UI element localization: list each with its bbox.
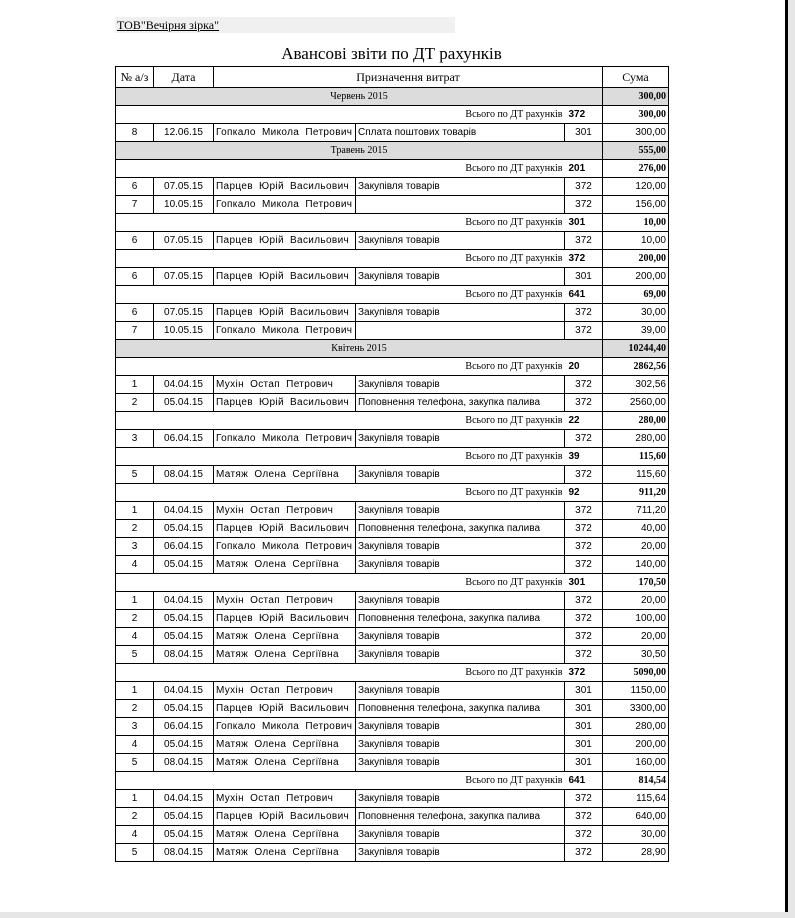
expense-purpose <box>356 196 565 214</box>
amount: 711,20 <box>603 502 669 520</box>
report-date: 06.04.15 <box>154 430 214 448</box>
table-row <box>116 592 669 610</box>
account-total: 2862,56 <box>603 358 669 376</box>
report-date: 04.04.15 <box>154 790 214 808</box>
employee-name: Мухін Остап Петрович <box>214 682 356 700</box>
account-code: 20 <box>565 358 603 376</box>
expense-purpose: Закупівля товарів <box>356 268 565 286</box>
report-number: 7 <box>116 196 154 214</box>
table-row <box>116 520 669 538</box>
credit-account: 372 <box>565 610 603 628</box>
account-label: Всього по ДТ рахунків <box>116 250 565 268</box>
account-label: Всього по ДТ рахунків <box>116 574 565 592</box>
account-code: 39 <box>565 448 603 466</box>
report-date: 10.05.15 <box>154 322 214 340</box>
report-date: 08.04.15 <box>154 646 214 664</box>
employee-name: Матяж Олена Сергіївна <box>214 628 356 646</box>
month-label: Червень 2015 <box>116 88 603 106</box>
credit-account: 372 <box>565 502 603 520</box>
report-date: 05.04.15 <box>154 520 214 538</box>
credit-account: 301 <box>565 682 603 700</box>
table-row <box>116 376 669 394</box>
expense-purpose: Закупівля товарів <box>356 718 565 736</box>
amount: 20,00 <box>603 538 669 556</box>
employee-name: Гопкало Микола Петрович <box>214 538 356 556</box>
amount: 100,00 <box>603 610 669 628</box>
amount: 115,60 <box>603 466 669 484</box>
amount: 300,00 <box>603 124 669 142</box>
credit-account: 372 <box>565 592 603 610</box>
employee-name: Матяж Олена Сергіївна <box>214 556 356 574</box>
employee-name: Парцев Юрій Васильович <box>214 232 356 250</box>
table-row <box>116 736 669 754</box>
amount: 302,56 <box>603 376 669 394</box>
month-total: 10244,40 <box>603 340 669 358</box>
employee-name: Парцев Юрій Васильович <box>214 178 356 196</box>
expense-purpose: Поповнення телефона, закупка палива <box>356 610 565 628</box>
report-number: 8 <box>116 124 154 142</box>
month-total: 555,00 <box>603 142 669 160</box>
report-date: 05.04.15 <box>154 628 214 646</box>
credit-account: 301 <box>565 268 603 286</box>
expense-purpose: Закупівля товарів <box>356 646 565 664</box>
report-date: 05.04.15 <box>154 556 214 574</box>
report-date: 04.04.15 <box>154 502 214 520</box>
account-label: Всього по ДТ рахунків <box>116 484 565 502</box>
credit-account: 301 <box>565 700 603 718</box>
amount: 640,00 <box>603 808 669 826</box>
amount: 20,00 <box>603 628 669 646</box>
report-number: 1 <box>116 502 154 520</box>
account-subtotal-row <box>116 286 669 304</box>
expense-purpose: Закупівля товарів <box>356 790 565 808</box>
report-number: 4 <box>116 556 154 574</box>
company-name: ТОВ"Вечірня зірка" <box>117 18 220 32</box>
credit-account: 372 <box>565 520 603 538</box>
report-number: 3 <box>116 430 154 448</box>
table-header-row <box>116 67 669 88</box>
report-date: 08.04.15 <box>154 844 214 862</box>
expense-purpose: Закупівля товарів <box>356 628 565 646</box>
credit-account: 372 <box>565 430 603 448</box>
report-date: 06.04.15 <box>154 718 214 736</box>
report-number: 4 <box>116 736 154 754</box>
employee-name: Мухін Остап Петрович <box>214 376 356 394</box>
report-date: 07.05.15 <box>154 304 214 322</box>
credit-account: 372 <box>565 826 603 844</box>
account-total: 170,50 <box>603 574 669 592</box>
credit-account: 301 <box>565 736 603 754</box>
report-date: 10.05.15 <box>154 196 214 214</box>
header-num: № а/з <box>116 67 154 88</box>
amount: 280,00 <box>603 718 669 736</box>
table-row <box>116 718 669 736</box>
account-label: Всього по ДТ рахунків <box>116 106 565 124</box>
table-row <box>116 394 669 412</box>
table-row <box>116 124 669 142</box>
report-number: 2 <box>116 394 154 412</box>
table-body <box>116 88 669 862</box>
account-total: 5090,00 <box>603 664 669 682</box>
amount: 200,00 <box>603 736 669 754</box>
employee-name: Парцев Юрій Васильович <box>214 808 356 826</box>
credit-account: 372 <box>565 538 603 556</box>
report-number: 5 <box>116 754 154 772</box>
report-number: 3 <box>116 538 154 556</box>
amount: 28,90 <box>603 844 669 862</box>
account-label: Всього по ДТ рахунків <box>116 412 565 430</box>
credit-account: 372 <box>565 394 603 412</box>
credit-account: 372 <box>565 304 603 322</box>
table-row <box>116 466 669 484</box>
table-row <box>116 844 669 862</box>
table-row <box>116 826 669 844</box>
account-label: Всього по ДТ рахунків <box>116 358 565 376</box>
account-code: 372 <box>565 106 603 124</box>
table-row <box>116 430 669 448</box>
employee-name: Гопкало Микола Петрович <box>214 430 356 448</box>
employee-name: Мухін Остап Петрович <box>214 790 356 808</box>
employee-name: Гопкало Микола Петрович <box>214 322 356 340</box>
credit-account: 372 <box>565 844 603 862</box>
amount: 10,00 <box>603 232 669 250</box>
account-subtotal-row <box>116 664 669 682</box>
report-date: 05.04.15 <box>154 610 214 628</box>
report-number: 5 <box>116 466 154 484</box>
account-subtotal-row <box>116 160 669 178</box>
account-code: 372 <box>565 250 603 268</box>
account-subtotal-row <box>116 412 669 430</box>
page-shadow-bottom <box>0 912 788 918</box>
report-date: 04.04.15 <box>154 376 214 394</box>
credit-account: 372 <box>565 556 603 574</box>
expense-purpose: Закупівля товарів <box>356 430 565 448</box>
employee-name: Парцев Юрій Васильович <box>214 268 356 286</box>
table-row <box>116 646 669 664</box>
expense-purpose: Закупівля товарів <box>356 736 565 754</box>
expense-purpose: Поповнення телефона, закупка палива <box>356 520 565 538</box>
report-date: 05.04.15 <box>154 736 214 754</box>
expense-purpose: Поповнення телефона, закупка палива <box>356 808 565 826</box>
account-label: Всього по ДТ рахунків <box>116 286 565 304</box>
credit-account: 372 <box>565 232 603 250</box>
month-row <box>116 88 669 106</box>
credit-account: 372 <box>565 628 603 646</box>
amount: 30,50 <box>603 646 669 664</box>
account-total: 276,00 <box>603 160 669 178</box>
employee-name: Гопкало Микола Петрович <box>214 196 356 214</box>
report-date: 05.04.15 <box>154 808 214 826</box>
employee-name: Матяж Олена Сергіївна <box>214 466 356 484</box>
report-date: 05.04.15 <box>154 700 214 718</box>
report-date: 04.04.15 <box>154 682 214 700</box>
employee-name: Матяж Олена Сергіївна <box>214 844 356 862</box>
amount: 280,00 <box>603 430 669 448</box>
report-number: 1 <box>116 790 154 808</box>
report-title: Авансові звіти по ДТ рахунків <box>281 44 502 63</box>
employee-name: Парцев Юрій Васильович <box>214 304 356 322</box>
employee-name: Гопкало Микола Петрович <box>214 124 356 142</box>
employee-name: Мухін Остап Петрович <box>214 592 356 610</box>
amount: 140,00 <box>603 556 669 574</box>
employee-name: Мухін Остап Петрович <box>214 502 356 520</box>
amount: 3300,00 <box>603 700 669 718</box>
expense-purpose: Закупівля товарів <box>356 682 565 700</box>
expense-purpose: Закупівля товарів <box>356 844 565 862</box>
report-date: 07.05.15 <box>154 178 214 196</box>
credit-account: 372 <box>565 322 603 340</box>
account-subtotal-row <box>116 250 669 268</box>
credit-account: 372 <box>565 466 603 484</box>
month-total: 300,00 <box>603 88 669 106</box>
report-number: 2 <box>116 808 154 826</box>
amount: 200,00 <box>603 268 669 286</box>
table-row <box>116 700 669 718</box>
amount: 120,00 <box>603 178 669 196</box>
account-subtotal-row <box>116 574 669 592</box>
report-date: 07.05.15 <box>154 268 214 286</box>
expense-purpose: Закупівля товарів <box>356 466 565 484</box>
account-subtotal-row <box>116 448 669 466</box>
table-row <box>116 502 669 520</box>
account-code: 301 <box>565 574 603 592</box>
amount: 2560,00 <box>603 394 669 412</box>
table-row <box>116 322 669 340</box>
report-number: 2 <box>116 610 154 628</box>
account-subtotal-row <box>116 106 669 124</box>
account-total: 300,00 <box>603 106 669 124</box>
table-row <box>116 232 669 250</box>
account-subtotal-row <box>116 358 669 376</box>
amount: 160,00 <box>603 754 669 772</box>
table-row <box>116 556 669 574</box>
account-total: 10,00 <box>603 214 669 232</box>
expense-purpose: Закупівля товарів <box>356 304 565 322</box>
report-number: 6 <box>116 232 154 250</box>
table-row <box>116 178 669 196</box>
report-number: 2 <box>116 520 154 538</box>
table-row <box>116 610 669 628</box>
report-table <box>115 66 669 862</box>
report-date: 05.04.15 <box>154 826 214 844</box>
expense-purpose: Закупівля товарів <box>356 376 565 394</box>
expense-purpose: Закупівля товарів <box>356 232 565 250</box>
month-row <box>116 142 669 160</box>
report-date: 07.05.15 <box>154 232 214 250</box>
report-number: 1 <box>116 592 154 610</box>
table-row <box>116 268 669 286</box>
credit-account: 372 <box>565 790 603 808</box>
account-total: 115,60 <box>603 448 669 466</box>
account-label: Всього по ДТ рахунків <box>116 160 565 178</box>
amount: 30,00 <box>603 304 669 322</box>
expense-purpose: Закупівля товарів <box>356 538 565 556</box>
report-number: 5 <box>116 844 154 862</box>
report-date: 05.04.15 <box>154 394 214 412</box>
expense-purpose: Сплата поштових товарів <box>356 124 565 142</box>
amount: 39,00 <box>603 322 669 340</box>
table-row <box>116 682 669 700</box>
account-subtotal-row <box>116 214 669 232</box>
amount: 20,00 <box>603 592 669 610</box>
expense-purpose: Поповнення телефона, закупка палива <box>356 700 565 718</box>
account-code: 372 <box>565 664 603 682</box>
account-total: 280,00 <box>603 412 669 430</box>
table-row <box>116 196 669 214</box>
report-date: 12.06.15 <box>154 124 214 142</box>
credit-account: 372 <box>565 646 603 664</box>
employee-name: Парцев Юрій Васильович <box>214 700 356 718</box>
company-name-field <box>115 17 455 33</box>
report-date: 08.04.15 <box>154 754 214 772</box>
header-sum: Сума <box>603 67 669 88</box>
employee-name: Матяж Олена Сергіївна <box>214 646 356 664</box>
account-subtotal-row <box>116 772 669 790</box>
expense-purpose: Закупівля товарів <box>356 178 565 196</box>
employee-name: Матяж Олена Сергіївна <box>214 754 356 772</box>
header-purpose: Призначення витрат <box>214 67 603 88</box>
amount: 156,00 <box>603 196 669 214</box>
employee-name: Матяж Олена Сергіївна <box>214 826 356 844</box>
report-number: 1 <box>116 376 154 394</box>
month-label: Квітень 2015 <box>116 340 603 358</box>
account-code: 641 <box>565 772 603 790</box>
report-number: 7 <box>116 322 154 340</box>
account-label: Всього по ДТ рахунків <box>116 448 565 466</box>
report-date: 06.04.15 <box>154 538 214 556</box>
report-number: 5 <box>116 646 154 664</box>
account-code: 641 <box>565 286 603 304</box>
expense-purpose: Закупівля товарів <box>356 502 565 520</box>
credit-account: 372 <box>565 376 603 394</box>
expense-purpose: Поповнення телефона, закупка палива <box>356 394 565 412</box>
credit-account: 372 <box>565 808 603 826</box>
employee-name: Парцев Юрій Васильович <box>214 394 356 412</box>
employee-name: Парцев Юрій Васильович <box>214 520 356 538</box>
expense-purpose: Закупівля товарів <box>356 754 565 772</box>
report-number: 6 <box>116 304 154 322</box>
account-total: 814,54 <box>603 772 669 790</box>
report-number: 3 <box>116 718 154 736</box>
report-number: 2 <box>116 700 154 718</box>
account-label: Всього по ДТ рахунків <box>116 772 565 790</box>
table-row <box>116 304 669 322</box>
account-subtotal-row <box>116 484 669 502</box>
table-row <box>116 808 669 826</box>
credit-account: 301 <box>565 754 603 772</box>
report-date: 08.04.15 <box>154 466 214 484</box>
expense-purpose: Закупівля товарів <box>356 826 565 844</box>
credit-account: 301 <box>565 718 603 736</box>
account-total: 69,00 <box>603 286 669 304</box>
expense-purpose: Закупівля товарів <box>356 592 565 610</box>
employee-name: Матяж Олена Сергіївна <box>214 736 356 754</box>
account-total: 200,00 <box>603 250 669 268</box>
amount: 1150,00 <box>603 682 669 700</box>
account-label: Всього по ДТ рахунків <box>116 214 565 232</box>
account-label: Всього по ДТ рахунків <box>116 664 565 682</box>
table-row <box>116 538 669 556</box>
employee-name: Гопкало Микола Петрович <box>214 718 356 736</box>
amount: 40,00 <box>603 520 669 538</box>
report-number: 6 <box>116 178 154 196</box>
report-number: 6 <box>116 268 154 286</box>
account-code: 201 <box>565 160 603 178</box>
month-row <box>116 340 669 358</box>
expense-purpose <box>356 322 565 340</box>
amount: 115,64 <box>603 790 669 808</box>
table-row <box>116 790 669 808</box>
page-shadow-right <box>788 0 795 918</box>
report-number: 4 <box>116 628 154 646</box>
expense-purpose: Закупівля товарів <box>356 556 565 574</box>
report-number: 1 <box>116 682 154 700</box>
account-total: 911,20 <box>603 484 669 502</box>
month-label: Травень 2015 <box>116 142 603 160</box>
header-date: Дата <box>154 67 214 88</box>
report-number: 4 <box>116 826 154 844</box>
credit-account: 372 <box>565 178 603 196</box>
table-row <box>116 628 669 646</box>
credit-account: 301 <box>565 124 603 142</box>
table-row <box>116 754 669 772</box>
credit-account: 372 <box>565 196 603 214</box>
amount: 30,00 <box>603 826 669 844</box>
account-code: 301 <box>565 214 603 232</box>
report-date: 04.04.15 <box>154 592 214 610</box>
employee-name: Парцев Юрій Васильович <box>214 610 356 628</box>
account-code: 92 <box>565 484 603 502</box>
account-code: 22 <box>565 412 603 430</box>
